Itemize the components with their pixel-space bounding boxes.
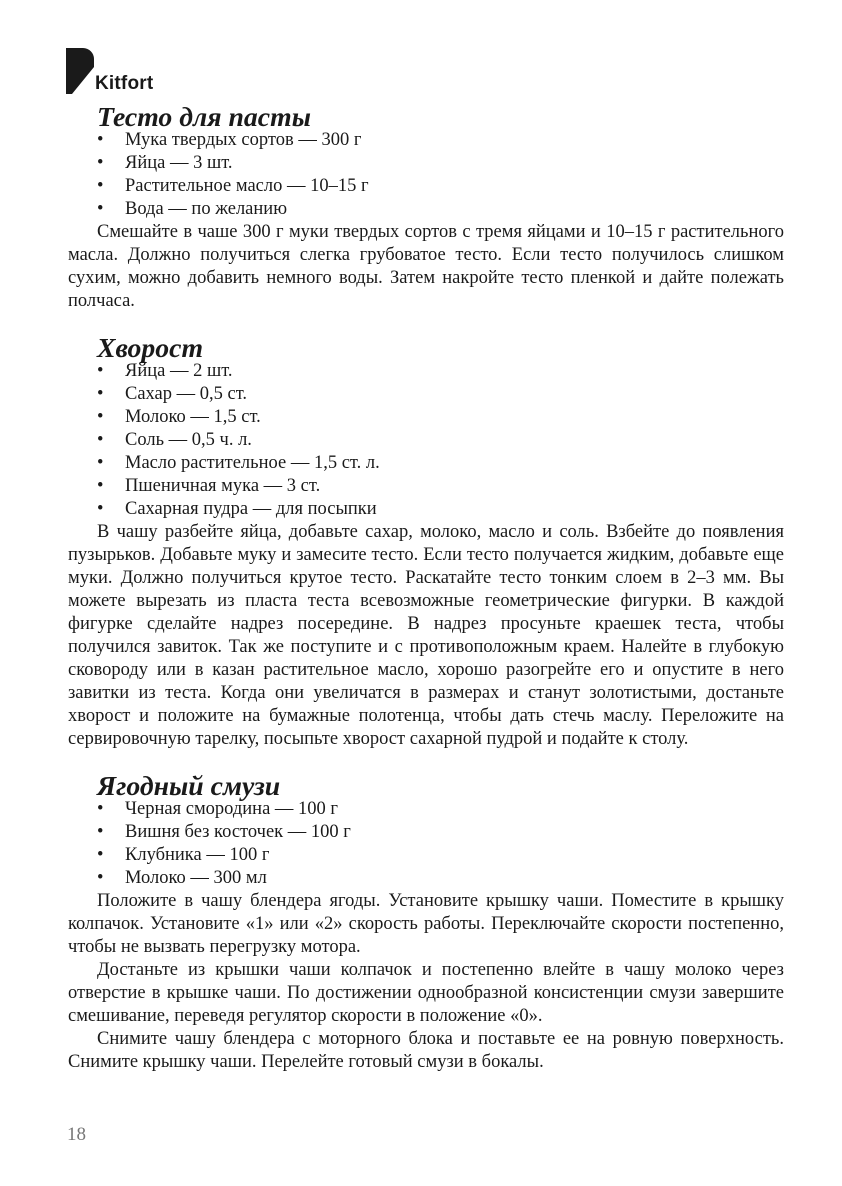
ingredient-item: • Сахар — 0,5 ст. — [68, 383, 784, 406]
ingredient-list — [68, 798, 784, 890]
ingredient-item: • Молоко — 300 мл — [68, 867, 784, 890]
recipe-berry-smoothie — [68, 771, 784, 1074]
recipe-instructions: Снимите чашу блендера с моторного блока и поставьте ее на ровную поверхность. Снимите крышку чаши. Перелейте готовый смузи в бокалы. — [68, 1029, 784, 1072]
brand-name: Kitfort — [95, 73, 154, 94]
ingredient-list — [68, 360, 784, 521]
recipe-instructions: Достаньте из крышки чаши колпачок и постепенно влейте в чашу молоко через отверстие в крышке чаши. По достижении однообразной консистенции смузи завершите смешивание, переведя регулятор скорости в положение «0». — [68, 960, 784, 1026]
ingredient-item: • Яйца — 2 шт. — [68, 360, 784, 383]
ingredient-item: • Вишня без косточек — 100 г — [68, 821, 784, 844]
kitfort-logo-icon — [66, 48, 94, 94]
ingredient-item: • Пшеничная мука — 3 ст. — [68, 475, 784, 498]
page-number: 18 — [67, 1124, 86, 1145]
ingredient-item: • Яйца — 3 шт. — [68, 152, 784, 175]
ingredient-list — [68, 129, 784, 221]
ingredient-item: • Клубника — 100 г — [68, 844, 784, 867]
recipe-title: Хворост — [97, 333, 204, 364]
ingredient-item: • Молоко — 1,5 ст. — [68, 406, 784, 429]
recipe-instructions: Положите в чашу блендера ягоды. Установите крышку чаши. Поместите в крышку колпачок. Установите «1» или «2» скорость работы. Переключайте скорости постепенно, чтобы не вызвать перегрузку мотора. — [68, 891, 784, 957]
recipe-title: Ягодный смузи — [97, 771, 281, 802]
recipe-instructions: Смешайте в чаше 300 г муки твердых сортов с тремя яйцами и 10–15 г растительного масла. Должно получиться слегка грубоватое тесто. Если тесто получилось слишком сухим, можно добавить немного воды. Затем накройте тесто пленкой и дайте полежать полчаса. — [68, 222, 784, 311]
recipe-pasta-dough — [68, 102, 784, 313]
recipe-instructions: В чашу разбейте яйца, добавьте сахар, молоко, масло и соль. Взбейте до появления пузырьков. Добавьте муку и замесите тесто. Если тесто получается жидким, добавьте еще муки. Должно получиться крутое тесто. Раскатайте тесто тонким слоем в 2–3 мм. Вы можете вырезать из пласта теста всевозможные геометрические фигурки. В каждой фигурке сделайте надрез посередине. В надрез просуньте краешек теста, чтобы получился завиток. Так же поступите и с противоположным краем. Налейте в глубокую сковороду или в казан растительное масло, хорошо разогрейте его и опустите в него завитки из теста. Когда они увеличатся в размерах и станут золотистыми, достаньте хворост и положите на бумажные полотенца, чтобы дать стечь маслу. Переложите на сервировочную тарелку, посыпьте хворост сахарной пудрой и подайте к столу. — [68, 522, 784, 749]
ingredient-item: • Черная смородина — 100 г — [68, 798, 784, 821]
ingredient-item: • Растительное масло — 10–15 г — [68, 175, 784, 198]
ingredient-item: • Мука твердых сортов — 300 г — [68, 129, 784, 152]
ingredient-item: • Сахарная пудра — для посыпки — [68, 498, 784, 521]
brand-logo — [66, 48, 153, 94]
document-body — [68, 102, 784, 1074]
recipe-title: Тесто для пасты — [97, 102, 311, 133]
ingredient-item: • Вода — по желанию — [68, 198, 784, 221]
ingredient-item: • Масло растительное — 1,5 ст. л. — [68, 452, 784, 475]
ingredient-item: • Соль — 0,5 ч. л. — [68, 429, 784, 452]
recipe-khvorost — [68, 333, 784, 751]
